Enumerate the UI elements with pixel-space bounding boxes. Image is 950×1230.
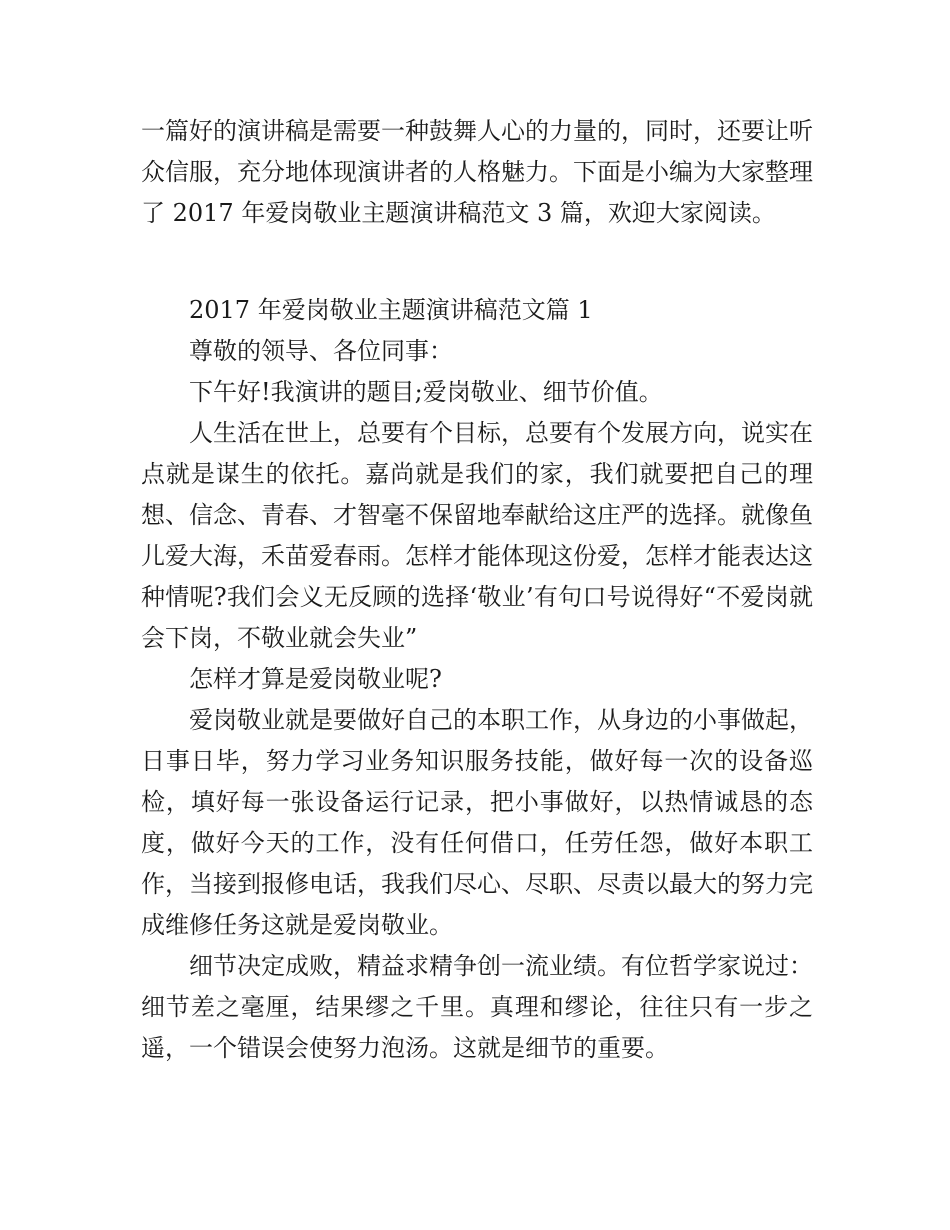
body-paragraph: 爱岗敬业就是要做好自己的本职工作，从身边的小事做起，日事日毕，努力学习业务知识服务技能，做好每一次的设备巡检，填好每一张设备运行记录，把小事做好，以热情诚恳的态度，做好今天的工作，没有任何借口，任劳任怨，做好本职工作，当接到报修电话，我我们尽心、尽职、尽责以最大的努力完成维修任务这就是爱岗敬业。	[141, 706, 813, 939]
greeting-paragraph: 下午好!我演讲的题目;爱岗敬业、细节价值。	[189, 378, 663, 406]
document-page	[141, 111, 813, 1069]
section-title: 2017 年爱岗敬业主题演讲稿范文篇 1	[189, 296, 593, 324]
body-paragraph: 细节决定成败，精益求精争创一流业绩。有位哲学家说过：细节差之毫厘，结果缪之千里。真理和缪论，往往只有一步之遥，一个错误会使努力泡汤。这就是细节的重要。	[141, 952, 813, 1062]
body-paragraph: 人生活在世上，总要有个目标，总要有个发展方向，说实在点就是谋生的依托。嘉尚就是我们的家，我们就要把自己的理想、信念、青春、才智毫不保留地奉献给这庄严的选择。就像鱼儿爱大海，禾苗爱春雨。怎样才能体现这份爱，怎样才能表达这种情呢?我们会义无反顾的选择‘敬业’有句口号说得好“不爱岗就会下岗，不敬业就会失业”	[141, 419, 813, 652]
body-paragraph: 怎样才算是爱岗敬业呢?	[189, 665, 442, 693]
intro-paragraph: 一篇好的演讲稿是需要一种鼓舞人心的力量的，同时，还要让听众信服，充分地体现演讲者的人格魅力。下面是小编为大家整理了 2017 年爱岗敬业主题演讲稿范文 3 篇，欢迎大家阅读。	[141, 117, 813, 227]
salutation-paragraph: 尊敬的领导、各位同事：	[189, 337, 453, 365]
